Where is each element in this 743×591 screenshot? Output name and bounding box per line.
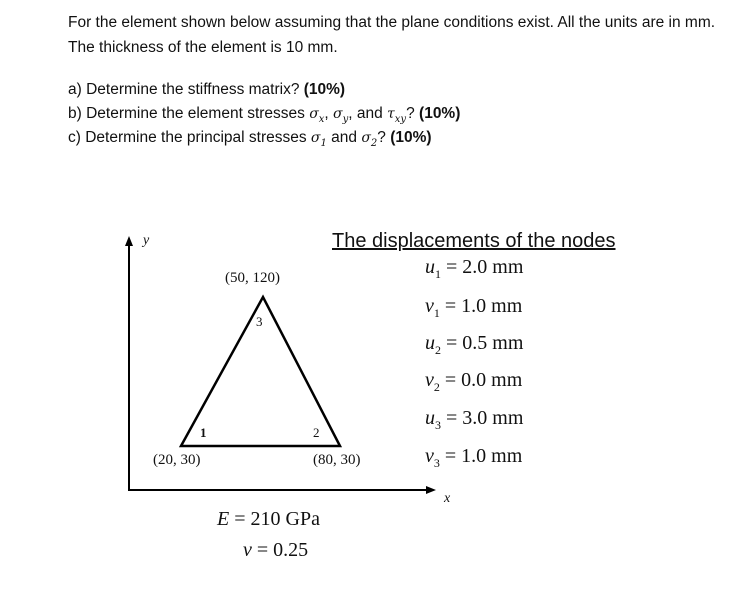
node-2-coordinates: (80, 30) [313, 452, 361, 468]
disp-symbol: v [425, 445, 434, 467]
poisson-ratio-value: = 0.25 [251, 539, 309, 561]
disp-symbol: v [425, 369, 434, 391]
node-1-number: 1 [200, 425, 207, 440]
disp-symbol: u [425, 407, 435, 429]
displacement-row [425, 295, 522, 321]
disp-value: = 0.5 mm [441, 332, 524, 354]
question-c-sep1: and [326, 129, 362, 146]
poisson-ratio-symbol: ν [243, 539, 252, 561]
youngs-modulus [217, 508, 320, 531]
displacement-row [425, 445, 522, 471]
tau-xy-symbol: τ [387, 106, 395, 122]
sigma-2-subscript: 2 [370, 138, 378, 150]
question-c-end: ? [377, 129, 391, 146]
displacement-row [425, 407, 523, 433]
disp-value: = 1.0 mm [439, 445, 523, 467]
disp-symbol: u [425, 256, 435, 278]
disp-value: = 3.0 mm [441, 407, 524, 429]
x-axis-arrowhead [426, 486, 436, 494]
displacement-row [425, 369, 522, 395]
displacement-row [425, 256, 523, 282]
node-1-coordinates: (20, 30) [153, 452, 201, 468]
disp-value: = 2.0 mm [441, 256, 524, 278]
question-a-text: a) Determine the stiffness matrix? [68, 81, 304, 98]
disp-subscript: 3 [433, 456, 440, 470]
disp-subscript: 1 [435, 267, 441, 281]
question-b-text: b) Determine the element stresses [68, 105, 310, 122]
node-3-number: 3 [256, 314, 263, 329]
poisson-ratio [243, 539, 308, 562]
sigma-1-symbol: σ [310, 130, 321, 146]
youngs-modulus-value: = 210 GPa [229, 508, 320, 530]
y-axis-arrowhead [125, 236, 133, 246]
question-b-sep1: , [324, 105, 334, 122]
disp-value: = 1.0 mm [439, 295, 523, 317]
sigma-2-symbol: σ [361, 130, 371, 146]
y-axis-label: y [143, 233, 150, 248]
sigma-x-subscript: x [318, 114, 325, 126]
question-b-weight: (10%) [419, 105, 461, 122]
question-c-text: c) Determine the principal stresses [68, 129, 311, 146]
disp-symbol: u [425, 332, 435, 354]
tau-xy-subscript: xy [394, 114, 407, 126]
question-b-end: ? [406, 105, 420, 122]
question-a-weight: (10%) [303, 81, 346, 98]
sigma-y-symbol: σ [333, 106, 343, 122]
disp-subscript: 2 [435, 343, 441, 357]
question-c-weight: (10%) [390, 129, 432, 146]
disp-subscript: 1 [433, 306, 440, 320]
x-axis-label: x [444, 491, 451, 506]
problem-intro: For the element shown below assuming that the plane conditions exist. All the units are in mm. The thickness of the element is 10 mm. [68, 14, 716, 56]
disp-value: = 0.0 mm [439, 369, 523, 391]
displacements-title: The displacements of the nodes [332, 230, 616, 252]
youngs-modulus-symbol: E [217, 508, 230, 530]
sigma-y-subscript: y [342, 114, 349, 126]
disp-subscript: 3 [435, 418, 441, 432]
sigma-x-symbol: σ [309, 106, 319, 122]
displacement-row [425, 332, 523, 358]
node-2-number: 2 [313, 425, 320, 440]
node-3-coordinates: (50, 120) [225, 270, 280, 286]
question-b-sep2: , and [348, 105, 388, 122]
disp-subscript: 2 [433, 380, 440, 394]
sigma-1-subscript: 1 [320, 138, 327, 150]
disp-symbol: v [425, 295, 434, 317]
